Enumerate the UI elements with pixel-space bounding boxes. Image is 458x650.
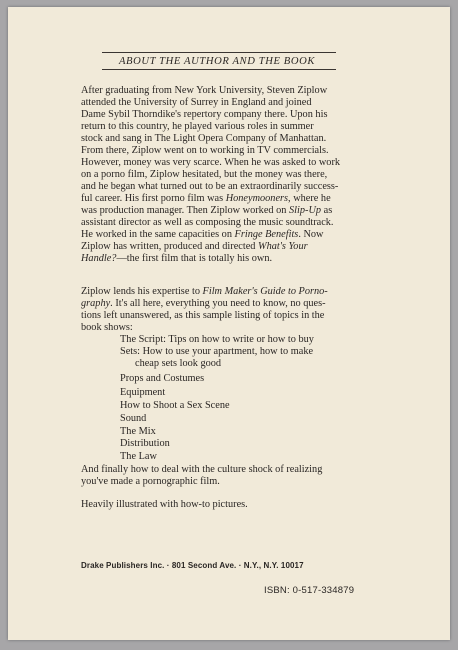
isbn-number: ISBN: 0-517-334879 xyxy=(264,585,355,596)
bio-line xyxy=(81,229,324,241)
bio-line: From there, Ziplow went on to working in TV commercials. xyxy=(81,145,329,156)
book-intro-line xyxy=(81,298,326,310)
bio-line xyxy=(81,205,332,217)
bio-text: —the first film that is totally his own. xyxy=(116,253,273,264)
bio-text: . Now xyxy=(298,229,324,240)
bio-line xyxy=(81,241,308,253)
topic-item: The Law xyxy=(120,451,157,462)
film-title-whats-your-handle: Handle? xyxy=(81,253,117,264)
bio-line: Dame Sybil Thorndike's repertory company there. Upon his xyxy=(81,109,328,120)
bio-line: attended the University of Surrey in England and joined xyxy=(81,97,312,108)
book-intro-text: . It's all here, everything you need to know, no ques- xyxy=(110,298,326,309)
bio-text: He worked in the same capacities on xyxy=(81,229,235,240)
film-title-slip-up: Slip-Up xyxy=(289,205,322,216)
section-heading: ABOUT THE AUTHOR AND THE BOOK xyxy=(118,56,316,67)
bio-line xyxy=(81,193,331,205)
bio-line: However, money was very scarce. When he was asked to work xyxy=(81,157,341,168)
bio-line: return to this country, he played various roles in summer xyxy=(81,121,314,132)
book-title: graphy xyxy=(81,298,111,309)
film-title-whats-your-handle: What's Your xyxy=(258,241,308,252)
topic-item: How to Shoot a Sex Scene xyxy=(120,400,230,411)
bio-line: and he began what turned out to be an extraordinarily success- xyxy=(81,181,339,192)
film-title-honeymooners: Honeymooners xyxy=(225,193,289,204)
heading-rule-top xyxy=(102,52,336,53)
heading-rule-bottom xyxy=(102,69,336,70)
closing-line: And finally how to deal with the culture shock of realizing xyxy=(81,464,323,475)
bio-line: stock and sang in The Light Opera Company of Manhattan. xyxy=(81,133,327,144)
topic-item: Equipment xyxy=(120,387,166,398)
bio-line xyxy=(81,253,272,265)
topic-item: The Script: Tips on how to write or how to buy xyxy=(120,334,314,345)
topic-item: Props and Costumes xyxy=(120,373,205,384)
book-intro-line: book shows: xyxy=(81,322,133,333)
closing-line: you've made a pornographic film. xyxy=(81,476,220,487)
topic-item: Sound xyxy=(120,413,147,424)
topic-item: cheap sets look good xyxy=(135,358,222,369)
bio-line: on a porno film, Ziplow hesitated, but the money was there, xyxy=(81,169,328,180)
illustrated-note: Heavily illustrated with how-to pictures. xyxy=(81,499,248,510)
bio-text: Ziplow has written, produced and directed xyxy=(81,241,258,252)
film-title-fringe-benefits: Fringe Benefits xyxy=(234,229,299,240)
topic-item: Sets: How to use your apartment, how to make xyxy=(120,346,314,357)
book-title: Film Maker's Guide to Porno- xyxy=(202,286,328,297)
bio-text: , where he xyxy=(288,193,331,204)
book-intro-text: Ziplow lends his expertise to xyxy=(81,286,203,297)
bio-line: After graduating from New York University, Steven Ziplow xyxy=(81,85,328,96)
bio-text: ful career. His first porno film was xyxy=(81,193,226,204)
book-intro-line: tions left unanswered, as this sample listing of topics in the xyxy=(81,310,325,321)
bio-text: as xyxy=(321,205,333,216)
topic-item: Distribution xyxy=(120,438,170,449)
bio-line: assistant director as well as composing the music soundtrack. xyxy=(81,217,334,228)
book-intro-line xyxy=(81,286,328,298)
publisher-address: Drake Publishers Inc. · 801 Second Ave. · N.Y., N.Y. 10017 xyxy=(81,561,304,570)
topic-item: The Mix xyxy=(120,426,156,437)
bio-text: was production manager. Then Ziplow worked on xyxy=(81,205,289,216)
